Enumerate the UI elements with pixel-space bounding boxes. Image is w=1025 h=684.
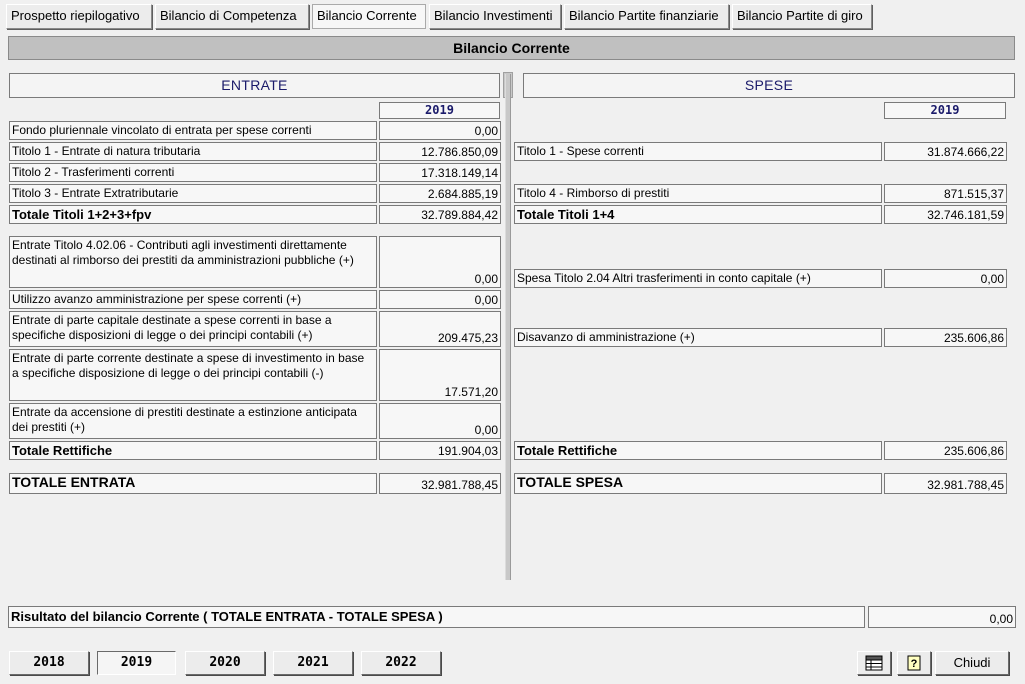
entrate-row-label: Titolo 3 - Entrate Extratributarie — [9, 184, 377, 203]
entrate-row-label: Fondo pluriennale vincolato di entrata per spese correnti — [9, 121, 377, 140]
entrate-row-value: 17.571,20 — [379, 349, 501, 401]
close-button[interactable]: Chiudi — [935, 651, 1009, 675]
entrate-header: ENTRATE — [9, 73, 500, 98]
entrate-row-value: 0,00 — [379, 121, 501, 140]
year-button-2019[interactable]: 2019 — [97, 651, 176, 675]
spese-row-value: 871.515,37 — [884, 184, 1007, 203]
entrate-row-value: 209.475,23 — [379, 311, 501, 347]
spese-row-value: 235.606,86 — [884, 328, 1007, 347]
entrate-row-label: Titolo 1 - Entrate di natura tributaria — [9, 142, 377, 161]
risultato-value: 0,00 — [868, 606, 1016, 628]
entrate-row-label: Utilizzo avanzo amministrazione per spese correnti (+) — [9, 290, 377, 309]
table-view-button[interactable] — [857, 651, 891, 675]
spese-totale-rettifiche-value: 235.606,86 — [884, 441, 1007, 460]
tab-bilancio-competenza[interactable]: Bilancio di Competenza — [155, 4, 309, 29]
spese-header: SPESE — [523, 73, 1015, 98]
entrate-row-label: Titolo 2 - Trasferimenti correnti — [9, 163, 377, 182]
page-title: Bilancio Corrente — [8, 36, 1015, 60]
entrate-row-label: Entrate Titolo 4.02.06 - Contributi agli investimenti direttamente destinati al rimborso dei prestiti da amministrazioni pubbliche (+) — [9, 236, 377, 288]
entrate-totale-titoli-value: 32.789.884,42 — [379, 205, 501, 224]
svg-text:?: ? — [910, 658, 918, 670]
entrate-row-value: 0,00 — [379, 290, 501, 309]
totale-spesa-value: 32.981.788,45 — [884, 473, 1007, 494]
entrate-totale-titoli-label: Totale Titoli 1+2+3+fpv — [9, 205, 377, 224]
tab-bilancio-investimenti[interactable]: Bilancio Investimenti — [429, 4, 561, 29]
spese-row-value: 0,00 — [884, 269, 1007, 288]
spese-totale-rettifiche-label: Totale Rettifiche — [514, 441, 882, 460]
entrate-row-value: 0,00 — [379, 236, 501, 288]
totale-entrata-value: 32.981.788,45 — [379, 473, 501, 494]
tab-prospetto-riepilogativo[interactable]: Prospetto riepilogativo — [6, 4, 152, 29]
entrate-row-label: Entrate di parte capitale destinate a spese correnti in base a specifiche disposizioni di legge o dei principi contabili (+) — [9, 311, 377, 347]
entrate-totale-rettifiche-label: Totale Rettifiche — [9, 441, 377, 460]
spese-year: 2019 — [884, 102, 1006, 119]
year-button-2022[interactable]: 2022 — [361, 651, 441, 675]
spese-row-label: Disavanzo di amministrazione (+) — [514, 328, 882, 347]
entrate-row-label: Entrate da accensione di prestiti destinate a estinzione anticipata dei prestiti (+) — [9, 403, 377, 439]
tab-bilancio-partite-finanziarie[interactable]: Bilancio Partite finanziarie — [564, 4, 729, 29]
entrate-row-value: 17.318.149,14 — [379, 163, 501, 182]
help-icon — [905, 654, 923, 672]
year-button-2018[interactable]: 2018 — [9, 651, 89, 675]
help-button[interactable] — [897, 651, 931, 675]
entrate-year: 2019 — [379, 102, 500, 119]
entrate-row-value: 0,00 — [379, 403, 501, 439]
entrate-totale-rettifiche-value: 191.904,03 — [379, 441, 501, 460]
risultato-label: Risultato del bilancio Corrente ( TOTALE ENTRATA - TOTALE SPESA ) — [8, 606, 865, 628]
spese-totale-titoli-label: Totale Titoli 1+4 — [514, 205, 882, 224]
spese-row-label: Titolo 4 - Rimborso di prestiti — [514, 184, 882, 203]
year-button-2021[interactable]: 2021 — [273, 651, 353, 675]
entrate-row-value: 2.684.885,19 — [379, 184, 501, 203]
totale-spesa-label: TOTALE SPESA — [514, 473, 882, 494]
tab-bilancio-partite-di-giro[interactable]: Bilancio Partite di giro — [732, 4, 872, 29]
spese-totale-titoli-value: 32.746.181,59 — [884, 205, 1007, 224]
entrate-row-label: Entrate di parte corrente destinate a spese di investimento in base a specifiche disposizione di legge o dei principi contabili (-) — [9, 349, 377, 401]
table-icon — [865, 655, 883, 671]
entrate-row-value: 12.786.850,09 — [379, 142, 501, 161]
tab-bilancio-corrente[interactable]: Bilancio Corrente — [312, 4, 426, 29]
spese-row-label: Titolo 1 - Spese correnti — [514, 142, 882, 161]
year-button-2020[interactable]: 2020 — [185, 651, 265, 675]
spese-row-label: Spesa Titolo 2.04 Altri trasferimenti in conto capitale (+) — [514, 269, 882, 288]
spese-row-value: 31.874.666,22 — [884, 142, 1007, 161]
totale-entrata-label: TOTALE ENTRATA — [9, 473, 377, 494]
panel-splitter[interactable] — [505, 74, 511, 580]
